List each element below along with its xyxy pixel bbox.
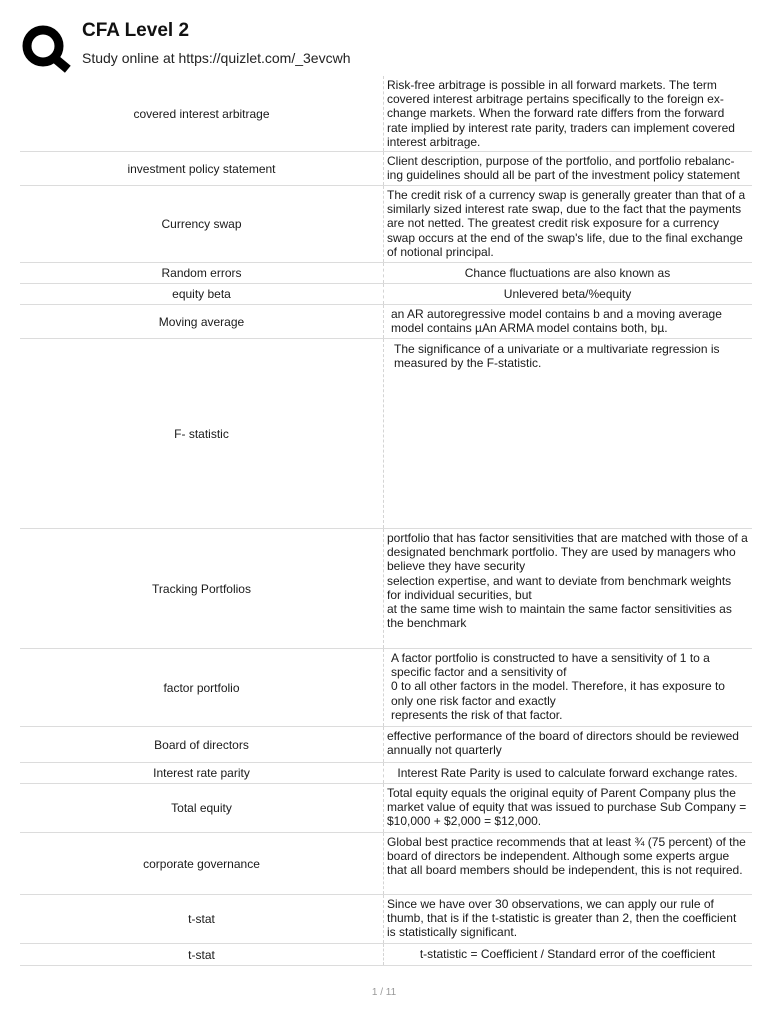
table-row <box>20 76 752 152</box>
term-cell: Board of directors <box>20 727 384 762</box>
definition-cell: Client description, purpose of the portfolio, and portfolio rebalanc-ing guidelines should all be part of the investment policy statement <box>387 154 740 183</box>
definition-cell: effective performance of the board of directors should be reviewed annually not quarterly <box>387 729 739 758</box>
term-cell: equity beta <box>20 284 384 304</box>
definition-cell: The significance of a univariate or a multivariate regression is measured by the F-statistic. <box>394 342 720 371</box>
table-row <box>20 649 752 727</box>
term-cell: factor portfolio <box>20 649 384 726</box>
table-row <box>20 529 752 649</box>
table-row <box>20 284 752 305</box>
term-cell: t-stat <box>20 944 384 965</box>
term-cell: Currency swap <box>20 186 384 262</box>
definition-cell: t-statistic = Coefficient / Standard error of the coefficient <box>419 947 716 962</box>
term-cell: Total equity <box>20 784 384 832</box>
study-link[interactable]: Study online at https://quizlet.com/_3evcwh <box>82 50 351 66</box>
table-row <box>20 895 752 944</box>
definition-cell: Unlevered beta/%equity <box>503 286 632 301</box>
definition-cell: Since we have over 30 observations, we can apply our rule of thumb, that is if the t-statistic is greater than 2, then the coefficient is statistically significant. <box>387 897 737 940</box>
flashcard-table <box>20 76 752 966</box>
term-cell: Moving average <box>20 305 384 338</box>
term-cell: covered interest arbitrage <box>20 76 384 151</box>
definition-cell: Interest Rate Parity is used to calculate forward exchange rates. <box>397 765 738 780</box>
table-row <box>20 763 752 784</box>
term-cell: investment policy statement <box>20 152 384 185</box>
definition-cell: an AR autoregressive model contains b and a moving average model contains µAn ARMA model contains both, bµ. <box>391 307 722 336</box>
table-row <box>20 152 752 186</box>
page-number: 1 / 11 <box>371 987 397 998</box>
page-header <box>0 0 768 76</box>
table-row <box>20 339 752 529</box>
definition-cell: portfolio that has factor sensitivities that are matched with those of a designated benchmark portfolio. They are used by managers who believe they have security selection expertise, and want to deviate from benchmark weights for individual securities, but at the same time wish to maintain the same factor sensitivities as the benchmark <box>387 531 748 631</box>
definition-cell: Risk-free arbitrage is possible in all forward markets. The term covered interest arbitrage pertains specifically to the foreign ex-change markets. When the forward rate differs from the forward rate implied by interest rate parity, traders can implement covered interest arbitrage. <box>387 78 735 149</box>
table-row <box>20 784 752 833</box>
table-row <box>20 263 752 284</box>
quizlet-logo-icon <box>20 22 72 74</box>
definition-cell: A factor portfolio is constructed to have a sensitivity of 1 to a specific factor and a sensitivity of 0 to all other factors in the model. Therefore, it has exposure to only one risk factor and exactly represents the risk of that factor. <box>391 651 725 722</box>
definition-cell: Chance fluctuations are also known as <box>464 265 671 280</box>
page-title: CFA Level 2 <box>82 20 190 41</box>
term-cell: Interest rate parity <box>20 763 384 783</box>
table-row <box>20 944 752 966</box>
definition-cell: Total equity equals the original equity of Parent Company plus the market value of equity that was issued to purchase Sub Company = $10,000 + $2,000 = $12,000. <box>387 786 747 829</box>
term-cell: Random errors <box>20 263 384 283</box>
definition-cell: The credit risk of a currency swap is generally greater than that of a similarly sized interest rate swap, due to the fact that the payments are not netted. The greatest credit risk exposure for a currency swap occurs at the end of the swap's life, due to the final exchange of notional principal. <box>387 188 746 259</box>
definition-cell: Global best practice recommends that at least ¾ (75 percent) of the board of directors be independent. Although some experts argue that all board members should be independent, this is not required. <box>387 835 746 878</box>
term-cell: F- statistic <box>20 339 384 528</box>
table-row <box>20 186 752 263</box>
table-row <box>20 727 752 763</box>
table-row <box>20 305 752 339</box>
term-cell: t-stat <box>20 895 384 943</box>
table-row <box>20 833 752 895</box>
term-cell: Tracking Portfolios <box>20 529 384 648</box>
term-cell: corporate governance <box>20 833 384 894</box>
